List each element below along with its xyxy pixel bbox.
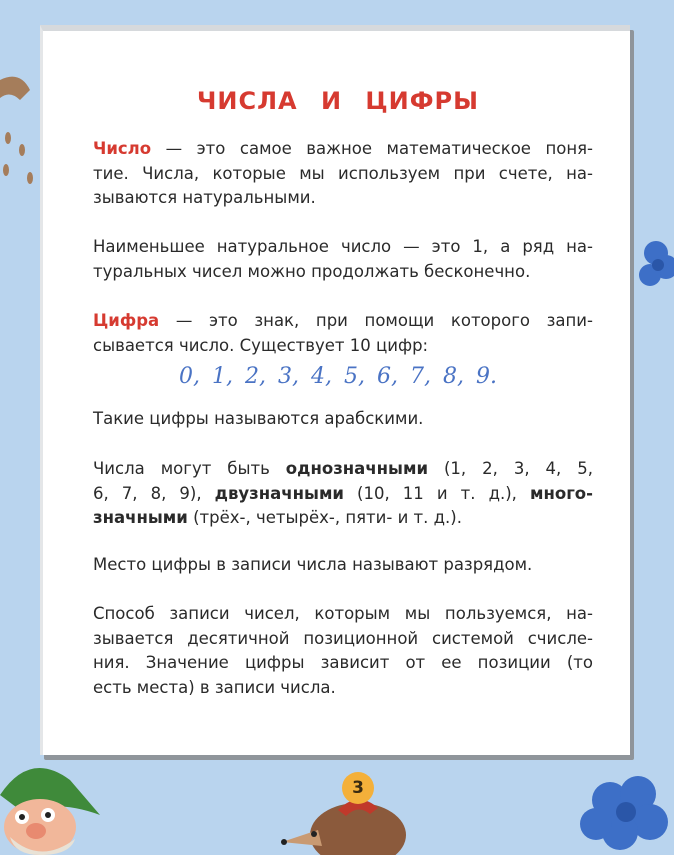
page-number: 3 bbox=[342, 772, 374, 804]
blue-flower-bottom-icon bbox=[570, 770, 674, 855]
digit-6: 6, bbox=[377, 364, 398, 389]
digit-5: 5, bbox=[344, 364, 365, 389]
digit-0: 0, bbox=[179, 364, 200, 389]
content-card bbox=[40, 25, 630, 755]
digit-1: 1, bbox=[212, 364, 233, 389]
paragraph-arabic: Такие цифры называются арабскими. bbox=[93, 409, 424, 428]
digit-8: 8, bbox=[443, 364, 464, 389]
paragraph-number-definition: Число — это самое важное математическое поня- тие. Числа, которые мы используем при счете, на- зываются натуральными. bbox=[93, 139, 593, 207]
digits-row bbox=[43, 364, 633, 389]
digit-3: 3, bbox=[278, 364, 299, 389]
paragraph-number-types: Числа могут быть однозначными (1, 2, 3, 4, 5, 6, 7, 8, 9), двузначными (10, 11 и т. д.), много- значными (трёх-, четырёх-, пяти- и т. д.). bbox=[93, 459, 593, 527]
gnome-illustration bbox=[0, 755, 110, 855]
brown-drops-decoration bbox=[0, 70, 40, 210]
paragraph-digit-place: Место цифры в записи числа называют разрядом. bbox=[93, 555, 533, 574]
paragraph-digit-definition: Цифра — это знак, при помощи которого запи- сывается число. Существует 10 цифр: bbox=[93, 311, 593, 355]
term-digit: Цифра bbox=[93, 311, 160, 330]
page-title: ЧИСЛА И ЦИФРЫ bbox=[196, 87, 479, 115]
digit-4: 4, bbox=[311, 364, 332, 389]
term-number: Число bbox=[93, 139, 152, 158]
paragraph-decimal-system: Способ записи чисел, которым мы пользуемся, на- зывается десятичной позиционной системой счисле- ния. Значение цифры зависит от ее позиции (то есть места) в записи числа. bbox=[93, 604, 593, 697]
digit-7: 7, bbox=[410, 364, 431, 389]
digit-2: 2, bbox=[245, 364, 266, 389]
blue-flower-right-icon bbox=[636, 235, 674, 295]
digit-9: 9. bbox=[476, 364, 497, 389]
paragraph-natural-numbers: Наименьшее натуральное число — это 1, а ряд на- туральных чисел можно продолжать бесконечно. bbox=[93, 237, 593, 281]
